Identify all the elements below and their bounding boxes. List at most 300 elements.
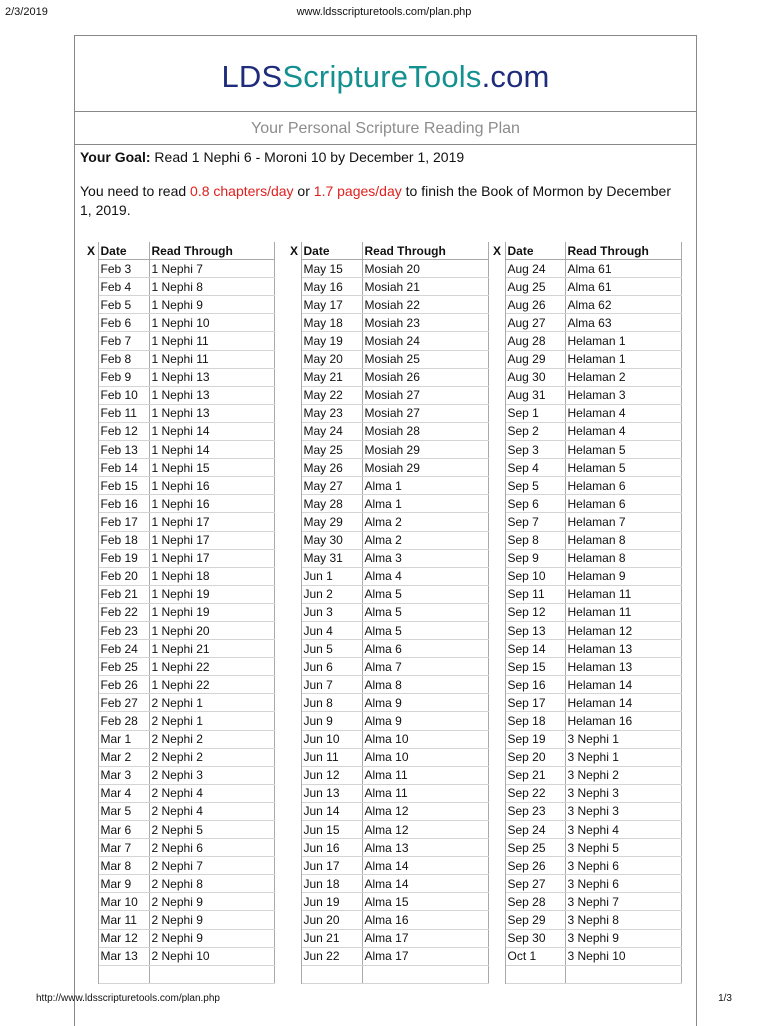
checkbox-cell[interactable] xyxy=(491,857,505,875)
checkbox-cell[interactable] xyxy=(288,513,301,531)
logo-part-lds: LDS xyxy=(221,59,283,94)
checkbox-cell[interactable] xyxy=(491,332,505,350)
table-row xyxy=(288,549,488,567)
table-row xyxy=(288,929,488,947)
date-cell: May 22 xyxy=(301,386,362,404)
date-cell: Jun 14 xyxy=(301,802,362,820)
reading-cell: Mosiah 23 xyxy=(362,314,488,332)
checkbox-cell[interactable] xyxy=(491,748,505,766)
date-cell: Feb 27 xyxy=(98,694,149,712)
reading-cell: Alma 14 xyxy=(362,857,488,875)
reading-cell: 1 Nephi 14 xyxy=(149,422,274,440)
date-cell: Sep 28 xyxy=(505,893,565,911)
checkbox-cell[interactable] xyxy=(491,712,505,730)
date-cell: May 31 xyxy=(301,549,362,567)
reading-cell: Alma 11 xyxy=(362,784,488,802)
date-cell: Aug 31 xyxy=(505,386,565,404)
reading-cell: Mosiah 25 xyxy=(362,350,488,368)
reading-cell: Alma 12 xyxy=(362,821,488,839)
checkbox-cell[interactable] xyxy=(85,893,98,911)
checkbox-cell[interactable] xyxy=(85,278,98,296)
checkbox-cell[interactable] xyxy=(288,784,301,802)
reading-cell: 2 Nephi 5 xyxy=(149,821,274,839)
date-cell: Mar 12 xyxy=(98,929,149,947)
checkbox-cell[interactable] xyxy=(85,911,98,929)
table-row xyxy=(288,802,488,820)
checkbox-cell[interactable] xyxy=(491,929,505,947)
reading-cell: Alma 17 xyxy=(362,929,488,947)
table-row xyxy=(85,658,274,676)
plan-title: Your Personal Scripture Reading Plan xyxy=(251,120,520,137)
checkbox-cell[interactable] xyxy=(491,531,505,549)
need-mid: or xyxy=(293,183,314,199)
date-cell: Feb 26 xyxy=(98,676,149,694)
checkbox-cell[interactable] xyxy=(491,965,505,983)
reading-cell: 3 Nephi 1 xyxy=(565,748,681,766)
checkbox-cell[interactable] xyxy=(491,567,505,585)
schedule-rows-3 xyxy=(491,260,681,984)
table-row xyxy=(288,404,488,422)
date-cell: Mar 13 xyxy=(98,947,149,965)
checkbox-cell[interactable] xyxy=(85,441,98,459)
reading-cell: Alma 2 xyxy=(362,531,488,549)
date-cell: Feb 14 xyxy=(98,459,149,477)
date-cell: Jun 22 xyxy=(301,947,362,965)
reading-cell: Alma 8 xyxy=(362,676,488,694)
logo-part-com: .com xyxy=(481,59,550,94)
reading-cell: Helaman 6 xyxy=(565,477,681,495)
date-cell: Sep 26 xyxy=(505,857,565,875)
table-row xyxy=(85,766,274,784)
checkbox-cell[interactable] xyxy=(288,821,301,839)
checkbox-cell[interactable] xyxy=(491,875,505,893)
reading-cell: Alma 17 xyxy=(362,947,488,965)
date-cell: Sep 22 xyxy=(505,784,565,802)
date-cell: Sep 7 xyxy=(505,513,565,531)
checkbox-cell[interactable] xyxy=(85,676,98,694)
checkbox-cell[interactable] xyxy=(85,947,98,965)
checkbox-cell[interactable] xyxy=(491,947,505,965)
checkbox-cell[interactable] xyxy=(85,965,98,983)
checkbox-cell[interactable] xyxy=(491,278,505,296)
date-cell: Sep 2 xyxy=(505,422,565,440)
table-row xyxy=(491,422,681,440)
reading-cell: Alma 11 xyxy=(362,766,488,784)
checkbox-cell[interactable] xyxy=(491,694,505,712)
reading-cell: 1 Nephi 9 xyxy=(149,296,274,314)
reading-cell: 2 Nephi 4 xyxy=(149,784,274,802)
checkbox-cell[interactable] xyxy=(288,603,301,621)
checkbox-cell[interactable] xyxy=(491,368,505,386)
table-row xyxy=(288,766,488,784)
checkbox-cell[interactable] xyxy=(288,857,301,875)
date-cell: Jun 19 xyxy=(301,893,362,911)
checkbox-cell[interactable] xyxy=(85,603,98,621)
date-cell xyxy=(301,965,362,983)
table-header-row xyxy=(491,242,681,260)
checkbox-cell[interactable] xyxy=(288,567,301,585)
reading-cell: Alma 13 xyxy=(362,839,488,857)
checkbox-cell[interactable] xyxy=(85,260,98,278)
print-header-date: 2/3/2019 xyxy=(5,6,48,18)
checkbox-cell[interactable] xyxy=(288,640,301,658)
date-cell: Jun 16 xyxy=(301,839,362,857)
table-row xyxy=(85,712,274,730)
checkbox-cell[interactable] xyxy=(288,585,301,603)
checkbox-cell[interactable] xyxy=(491,422,505,440)
checkbox-cell[interactable] xyxy=(491,495,505,513)
date-cell: Sep 18 xyxy=(505,712,565,730)
table-row xyxy=(85,296,274,314)
checkbox-cell[interactable] xyxy=(288,621,301,639)
checkbox-cell[interactable] xyxy=(85,350,98,368)
checkbox-cell[interactable] xyxy=(491,893,505,911)
table-row xyxy=(85,802,274,820)
date-cell: Sep 29 xyxy=(505,911,565,929)
reading-cell: 3 Nephi 5 xyxy=(565,839,681,857)
reading-cell: Alma 6 xyxy=(362,640,488,658)
reading-cell: 2 Nephi 8 xyxy=(149,875,274,893)
reading-cell: Helaman 13 xyxy=(565,640,681,658)
date-cell: Sep 14 xyxy=(505,640,565,658)
reading-cell: Helaman 7 xyxy=(565,513,681,531)
table-row xyxy=(288,585,488,603)
table-row xyxy=(85,459,274,477)
checkbox-cell[interactable] xyxy=(288,350,301,368)
table-row xyxy=(288,422,488,440)
table-row xyxy=(491,603,681,621)
reading-cell: 3 Nephi 6 xyxy=(565,857,681,875)
date-cell: Jun 15 xyxy=(301,821,362,839)
date-cell: Jun 9 xyxy=(301,712,362,730)
date-cell: Feb 12 xyxy=(98,422,149,440)
checkbox-cell[interactable] xyxy=(85,712,98,730)
date-cell: May 20 xyxy=(301,350,362,368)
checkbox-cell[interactable] xyxy=(288,332,301,350)
checkbox-cell[interactable] xyxy=(288,296,301,314)
checkbox-cell[interactable] xyxy=(288,676,301,694)
reading-cell: 1 Nephi 7 xyxy=(149,260,274,278)
checkbox-cell[interactable] xyxy=(491,260,505,278)
table-row xyxy=(85,640,274,658)
reading-cell: 1 Nephi 10 xyxy=(149,314,274,332)
checkbox-cell[interactable] xyxy=(491,676,505,694)
date-cell: May 16 xyxy=(301,278,362,296)
reading-cell: 2 Nephi 9 xyxy=(149,893,274,911)
reading-cell: 3 Nephi 1 xyxy=(565,730,681,748)
reading-cell: 1 Nephi 22 xyxy=(149,658,274,676)
reading-cell: Alma 9 xyxy=(362,712,488,730)
checkbox-cell[interactable] xyxy=(491,911,505,929)
date-cell: Jun 6 xyxy=(301,658,362,676)
checkbox-cell[interactable] xyxy=(288,422,301,440)
table-row xyxy=(288,640,488,658)
checkbox-cell[interactable] xyxy=(288,404,301,422)
checkbox-cell[interactable] xyxy=(288,893,301,911)
checkbox-cell[interactable] xyxy=(491,839,505,857)
table-row xyxy=(491,459,681,477)
checkbox-cell[interactable] xyxy=(85,694,98,712)
reading-cell: Alma 1 xyxy=(362,477,488,495)
date-cell: Sep 11 xyxy=(505,585,565,603)
checkbox-cell[interactable] xyxy=(288,441,301,459)
reading-cell xyxy=(149,965,274,983)
checkbox-cell[interactable] xyxy=(491,821,505,839)
checkbox-cell[interactable] xyxy=(491,766,505,784)
table-row xyxy=(85,929,274,947)
date-cell: Feb 18 xyxy=(98,531,149,549)
checkbox-cell[interactable] xyxy=(85,857,98,875)
table-row xyxy=(491,585,681,603)
checkbox-cell[interactable] xyxy=(85,585,98,603)
reading-cell: 1 Nephi 17 xyxy=(149,549,274,567)
date-cell: Mar 9 xyxy=(98,875,149,893)
table-row xyxy=(85,784,274,802)
table-row xyxy=(85,603,274,621)
date-cell: Feb 19 xyxy=(98,549,149,567)
checkbox-cell[interactable] xyxy=(85,821,98,839)
checkbox-cell[interactable] xyxy=(288,531,301,549)
date-cell: May 24 xyxy=(301,422,362,440)
checkbox-cell[interactable] xyxy=(288,368,301,386)
checkbox-cell[interactable] xyxy=(85,621,98,639)
checkbox-cell[interactable] xyxy=(85,784,98,802)
reading-cell: Helaman 4 xyxy=(565,422,681,440)
checkbox-cell[interactable] xyxy=(491,459,505,477)
reading-cell: Helaman 12 xyxy=(565,621,681,639)
checkbox-cell[interactable] xyxy=(85,332,98,350)
date-cell: Aug 26 xyxy=(505,296,565,314)
table-row xyxy=(288,893,488,911)
checkbox-cell[interactable] xyxy=(491,640,505,658)
checkbox-cell[interactable] xyxy=(85,730,98,748)
checkbox-cell[interactable] xyxy=(288,278,301,296)
reading-cell: Mosiah 22 xyxy=(362,296,488,314)
reading-cell: Alma 2 xyxy=(362,513,488,531)
checkbox-cell[interactable] xyxy=(288,658,301,676)
date-cell: Sep 12 xyxy=(505,603,565,621)
date-cell: Jun 4 xyxy=(301,621,362,639)
checkbox-cell[interactable] xyxy=(491,296,505,314)
checkbox-cell[interactable] xyxy=(85,929,98,947)
checkbox-cell[interactable] xyxy=(288,730,301,748)
checkbox-cell[interactable] xyxy=(288,260,301,278)
table-row xyxy=(288,694,488,712)
table-row xyxy=(491,911,681,929)
checkbox-cell[interactable] xyxy=(288,911,301,929)
table-row xyxy=(85,694,274,712)
checkbox-cell[interactable] xyxy=(85,495,98,513)
date-cell: Feb 25 xyxy=(98,658,149,676)
table-row xyxy=(85,404,274,422)
date-cell: Sep 6 xyxy=(505,495,565,513)
checkbox-cell[interactable] xyxy=(491,404,505,422)
need-post: to finish the Book of Mormon by December 1, 2019. xyxy=(80,183,671,218)
date-cell: Feb 5 xyxy=(98,296,149,314)
page-frame xyxy=(74,35,697,1026)
checkbox-cell[interactable] xyxy=(491,585,505,603)
site-logo[interactable] xyxy=(221,59,549,94)
table-row xyxy=(85,386,274,404)
date-cell: May 25 xyxy=(301,441,362,459)
reading-cell: 1 Nephi 16 xyxy=(149,495,274,513)
checkbox-cell[interactable] xyxy=(288,748,301,766)
checkbox-cell[interactable] xyxy=(491,730,505,748)
table-row xyxy=(491,676,681,694)
reading-cell: 3 Nephi 10 xyxy=(565,947,681,965)
checkbox-cell[interactable] xyxy=(85,640,98,658)
reading-cell: Helaman 2 xyxy=(565,368,681,386)
checkbox-cell[interactable] xyxy=(288,314,301,332)
checkbox-cell[interactable] xyxy=(288,549,301,567)
reading-cell: Helaman 14 xyxy=(565,694,681,712)
date-cell: Feb 15 xyxy=(98,477,149,495)
date-cell: Mar 1 xyxy=(98,730,149,748)
table-row xyxy=(491,947,681,965)
checkbox-cell[interactable] xyxy=(85,549,98,567)
checkbox-cell[interactable] xyxy=(491,802,505,820)
date-cell: Oct 1 xyxy=(505,947,565,965)
checkbox-cell[interactable] xyxy=(491,658,505,676)
table-row xyxy=(491,477,681,495)
checkbox-cell[interactable] xyxy=(85,748,98,766)
checkbox-cell[interactable] xyxy=(288,477,301,495)
table-row xyxy=(85,567,274,585)
checkbox-cell[interactable] xyxy=(85,513,98,531)
checkbox-cell[interactable] xyxy=(85,567,98,585)
reading-cell: 3 Nephi 7 xyxy=(565,893,681,911)
checkbox-cell[interactable] xyxy=(491,603,505,621)
checkbox-cell[interactable] xyxy=(85,386,98,404)
reading-cell: 3 Nephi 4 xyxy=(565,821,681,839)
checkbox-cell[interactable] xyxy=(288,694,301,712)
print-footer-page: 1/3 xyxy=(718,993,732,1004)
date-cell: May 30 xyxy=(301,531,362,549)
checkbox-cell[interactable] xyxy=(85,368,98,386)
checkbox-cell[interactable] xyxy=(85,839,98,857)
date-cell: Jun 12 xyxy=(301,766,362,784)
checkbox-cell[interactable] xyxy=(491,314,505,332)
table-row xyxy=(491,531,681,549)
table-row xyxy=(85,549,274,567)
checkbox-cell[interactable] xyxy=(491,477,505,495)
checkbox-cell[interactable] xyxy=(288,495,301,513)
checkbox-cell[interactable] xyxy=(288,802,301,820)
date-cell: Sep 23 xyxy=(505,802,565,820)
reading-cell: 1 Nephi 18 xyxy=(149,567,274,585)
table-row xyxy=(491,857,681,875)
table-row xyxy=(288,441,488,459)
table-row xyxy=(491,658,681,676)
reading-cell: Helaman 13 xyxy=(565,658,681,676)
date-cell: Mar 8 xyxy=(98,857,149,875)
table-row xyxy=(491,802,681,820)
date-cell: Sep 5 xyxy=(505,477,565,495)
checkbox-cell[interactable] xyxy=(85,477,98,495)
table-row xyxy=(491,929,681,947)
date-cell: Jun 3 xyxy=(301,603,362,621)
reading-cell: Mosiah 26 xyxy=(362,368,488,386)
checkbox-cell[interactable] xyxy=(288,766,301,784)
checkbox-cell[interactable] xyxy=(288,965,301,983)
checkbox-cell[interactable] xyxy=(85,875,98,893)
checkbox-cell[interactable] xyxy=(491,784,505,802)
checkbox-cell[interactable] xyxy=(85,658,98,676)
reading-cell: Alma 63 xyxy=(565,314,681,332)
date-cell: Jun 5 xyxy=(301,640,362,658)
checkbox-cell[interactable] xyxy=(288,459,301,477)
checkbox-cell[interactable] xyxy=(288,386,301,404)
checkbox-cell[interactable] xyxy=(491,350,505,368)
schedule-table-1 xyxy=(85,242,275,984)
date-cell: May 27 xyxy=(301,477,362,495)
header-x: X xyxy=(491,242,505,260)
schedule-column-3 xyxy=(491,242,682,984)
checkbox-cell[interactable] xyxy=(491,549,505,567)
checkbox-cell[interactable] xyxy=(288,712,301,730)
header-date: Date xyxy=(98,242,149,260)
reading-cell: 1 Nephi 13 xyxy=(149,368,274,386)
checkbox-cell[interactable] xyxy=(491,441,505,459)
table-row xyxy=(491,784,681,802)
date-cell: Sep 20 xyxy=(505,748,565,766)
checkbox-cell[interactable] xyxy=(491,513,505,531)
table-row xyxy=(491,368,681,386)
reading-cell: 1 Nephi 13 xyxy=(149,386,274,404)
checkbox-cell[interactable] xyxy=(85,296,98,314)
date-cell: Aug 25 xyxy=(505,278,565,296)
date-cell: Jun 7 xyxy=(301,676,362,694)
table-row xyxy=(491,621,681,639)
table-row xyxy=(85,857,274,875)
table-row xyxy=(85,676,274,694)
print-footer-url: http://www.ldsscripturetools.com/plan.php xyxy=(36,993,220,1004)
reading-cell: Helaman 16 xyxy=(565,712,681,730)
checkbox-cell[interactable] xyxy=(288,839,301,857)
date-cell: Feb 11 xyxy=(98,404,149,422)
print-header-url: www.ldsscripturetools.com/plan.php xyxy=(296,6,472,18)
checkbox-cell[interactable] xyxy=(288,875,301,893)
reading-cell: 3 Nephi 2 xyxy=(565,766,681,784)
table-row xyxy=(288,821,488,839)
checkbox-cell[interactable] xyxy=(85,404,98,422)
date-cell: Jun 11 xyxy=(301,748,362,766)
reading-cell: 2 Nephi 10 xyxy=(149,947,274,965)
table-row xyxy=(85,278,274,296)
checkbox-cell[interactable] xyxy=(85,422,98,440)
checkbox-cell[interactable] xyxy=(85,766,98,784)
checkbox-cell[interactable] xyxy=(85,314,98,332)
checkbox-cell[interactable] xyxy=(85,531,98,549)
reading-cell: Helaman 5 xyxy=(565,459,681,477)
checkbox-cell[interactable] xyxy=(85,459,98,477)
reading-cell: Alma 61 xyxy=(565,278,681,296)
checkbox-cell[interactable] xyxy=(85,802,98,820)
table-row xyxy=(491,513,681,531)
table-row xyxy=(85,368,274,386)
goal-line xyxy=(80,149,464,165)
reading-cell: 2 Nephi 6 xyxy=(149,839,274,857)
date-cell: Mar 4 xyxy=(98,784,149,802)
checkbox-cell[interactable] xyxy=(491,386,505,404)
checkbox-cell[interactable] xyxy=(288,929,301,947)
checkbox-cell[interactable] xyxy=(491,621,505,639)
date-cell: Feb 7 xyxy=(98,332,149,350)
table-row xyxy=(85,875,274,893)
table-row xyxy=(288,567,488,585)
reading-cell: Mosiah 27 xyxy=(362,386,488,404)
checkbox-cell[interactable] xyxy=(288,947,301,965)
